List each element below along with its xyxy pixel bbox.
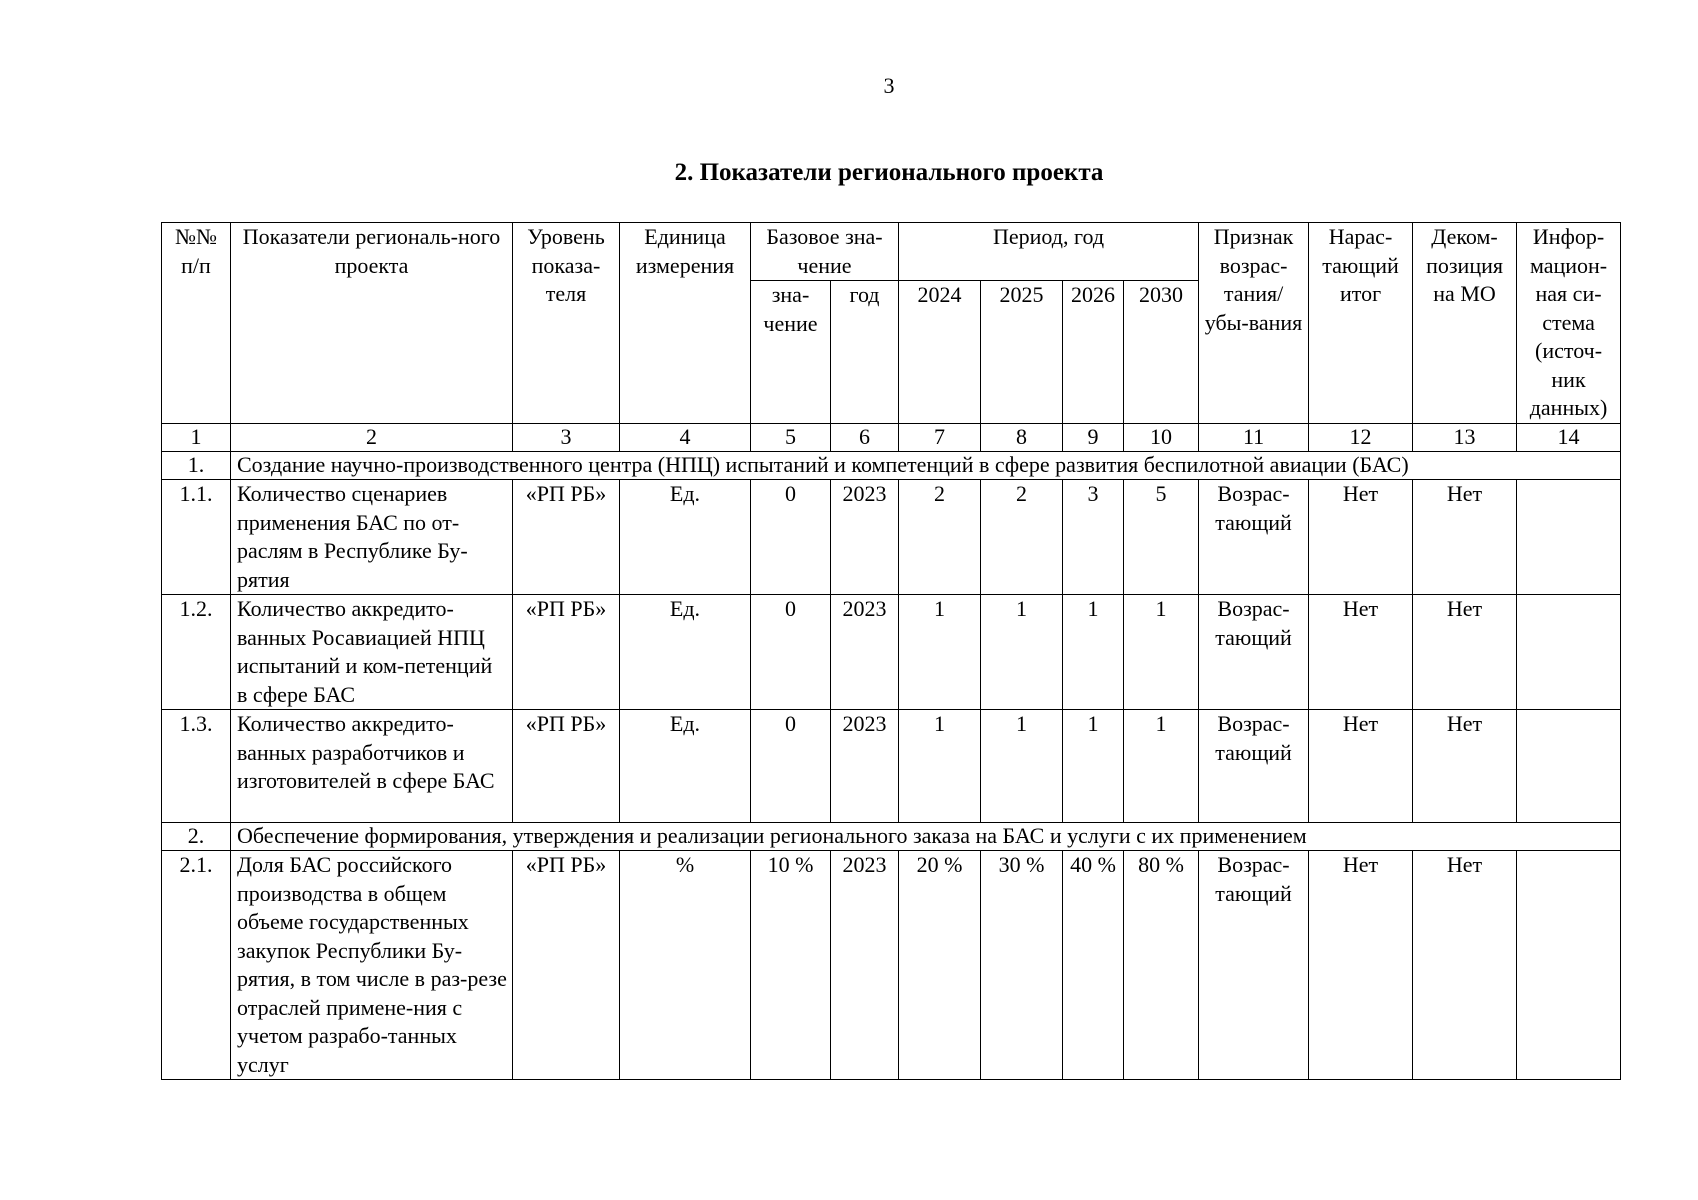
header-year-2030: 2030 <box>1124 281 1199 424</box>
column-number: 14 <box>1517 424 1621 452</box>
header-year-2024: 2024 <box>899 281 981 424</box>
row-cumulative: Нет <box>1309 710 1413 823</box>
column-number: 6 <box>831 424 899 452</box>
row-info-system <box>1517 480 1621 595</box>
section-row <box>162 823 1621 851</box>
row-info-system <box>1517 710 1621 823</box>
column-number: 11 <box>1199 424 1309 452</box>
section-row <box>162 452 1621 480</box>
column-number: 10 <box>1124 424 1199 452</box>
header-row <box>162 223 1621 281</box>
row-2025: 30 % <box>981 851 1063 1080</box>
document-title: 2. Показатели регионального проекта <box>674 159 1104 186</box>
row-base-value: 10 % <box>751 851 831 1080</box>
row-base-year: 2023 <box>831 480 899 595</box>
row-indicator-name: Количество сценариев применения БАС по от-раслям в Республике Бу-рятия <box>231 480 513 595</box>
row-2026: 40 % <box>1063 851 1124 1080</box>
row-num: 1.3. <box>162 710 231 823</box>
table-row <box>162 595 1621 710</box>
indicators-table <box>161 222 1621 1080</box>
table-row <box>162 851 1621 1080</box>
header-level: Уровень показа-теля <box>513 223 620 424</box>
row-indicator-name: Количество аккредито-ванных Росавиацией НПЦ испытаний и ком-петенций в сфере БАС <box>231 595 513 710</box>
row-2024: 1 <box>899 710 981 823</box>
column-number: 12 <box>1309 424 1413 452</box>
header-base-year: год <box>831 281 899 424</box>
header-period: Период, год <box>899 223 1199 281</box>
header-year-2025: 2025 <box>981 281 1063 424</box>
page-number: 3 <box>883 73 895 98</box>
row-2025: 1 <box>981 710 1063 823</box>
row-2026: 1 <box>1063 595 1124 710</box>
row-unit: % <box>620 851 751 1080</box>
row-decomposition: Нет <box>1413 595 1517 710</box>
column-number: 2 <box>231 424 513 452</box>
column-number: 5 <box>751 424 831 452</box>
row-2030: 80 % <box>1124 851 1199 1080</box>
column-number: 1 <box>162 424 231 452</box>
row-info-system <box>1517 595 1621 710</box>
row-level: «РП РБ» <box>513 851 620 1080</box>
column-number: 3 <box>513 424 620 452</box>
row-base-year: 2023 <box>831 710 899 823</box>
row-indicator-name: Доля БАС российского производства в общем объеме государственных закупок Республики Бу-рятия, в том числе в раз-резе отраслей примене-ния с учетом разрабо-танных услуг <box>231 851 513 1080</box>
column-number-row <box>162 424 1621 452</box>
row-base-value: 0 <box>751 595 831 710</box>
row-base-year: 2023 <box>831 851 899 1080</box>
column-number: 9 <box>1063 424 1124 452</box>
table-row <box>162 480 1621 595</box>
row-2030: 1 <box>1124 710 1199 823</box>
row-cumulative: Нет <box>1309 595 1413 710</box>
header-trend: Признак возрас-тания/ убы-вания <box>1199 223 1309 424</box>
row-decomposition: Нет <box>1413 480 1517 595</box>
row-num: 1.2. <box>162 595 231 710</box>
header-num: №№ п/п <box>162 223 231 424</box>
column-number: 7 <box>899 424 981 452</box>
column-number: 13 <box>1413 424 1517 452</box>
row-2025: 2 <box>981 480 1063 595</box>
column-number: 4 <box>620 424 751 452</box>
column-number: 8 <box>981 424 1063 452</box>
header-unit: Единица измерения <box>620 223 751 424</box>
header-cumulative: Нарас-тающий итог <box>1309 223 1413 424</box>
row-cumulative: Нет <box>1309 480 1413 595</box>
row-cumulative: Нет <box>1309 851 1413 1080</box>
header-year-2026: 2026 <box>1063 281 1124 424</box>
row-decomposition: Нет <box>1413 710 1517 823</box>
row-level: «РП РБ» <box>513 710 620 823</box>
row-unit: Ед. <box>620 595 751 710</box>
row-unit: Ед. <box>620 480 751 595</box>
row-2026: 1 <box>1063 710 1124 823</box>
section-num: 1. <box>162 452 231 480</box>
section-title: Обеспечение формирования, утверждения и реализации регионального заказа на БАС и услуги с их применением <box>231 823 1621 851</box>
header-decomposition: Деком-позиция на МО <box>1413 223 1517 424</box>
header-indicator: Показатели региональ-ного проекта <box>231 223 513 424</box>
row-2024: 2 <box>899 480 981 595</box>
header-base: Базовое зна-чение <box>751 223 899 281</box>
row-2030: 5 <box>1124 480 1199 595</box>
row-indicator-name: Количество аккредито-ванных разработчиков и изготовителей в сфере БАС <box>231 710 513 823</box>
row-num: 2.1. <box>162 851 231 1080</box>
row-trend: Возрас-тающий <box>1199 480 1309 595</box>
row-2025: 1 <box>981 595 1063 710</box>
row-info-system <box>1517 851 1621 1080</box>
row-trend: Возрас-тающий <box>1199 595 1309 710</box>
row-num: 1.1. <box>162 480 231 595</box>
row-unit: Ед. <box>620 710 751 823</box>
row-base-value: 0 <box>751 480 831 595</box>
row-level: «РП РБ» <box>513 480 620 595</box>
table-row <box>162 710 1621 823</box>
row-trend: Возрас-тающий <box>1199 710 1309 823</box>
header-base-value: зна-чение <box>751 281 831 424</box>
row-2024: 20 % <box>899 851 981 1080</box>
row-base-value: 0 <box>751 710 831 823</box>
row-level: «РП РБ» <box>513 595 620 710</box>
row-decomposition: Нет <box>1413 851 1517 1080</box>
row-base-year: 2023 <box>831 595 899 710</box>
row-2024: 1 <box>899 595 981 710</box>
row-2026: 3 <box>1063 480 1124 595</box>
header-info-system: Инфор-мацион-ная си-стема (источ-ник данных) <box>1517 223 1621 424</box>
section-title: Создание научно-производственного центра (НПЦ) испытаний и компетенций в сфере развития беспилотной авиации (БАС) <box>231 452 1621 480</box>
row-2030: 1 <box>1124 595 1199 710</box>
row-trend: Возрас-тающий <box>1199 851 1309 1080</box>
section-num: 2. <box>162 823 231 851</box>
